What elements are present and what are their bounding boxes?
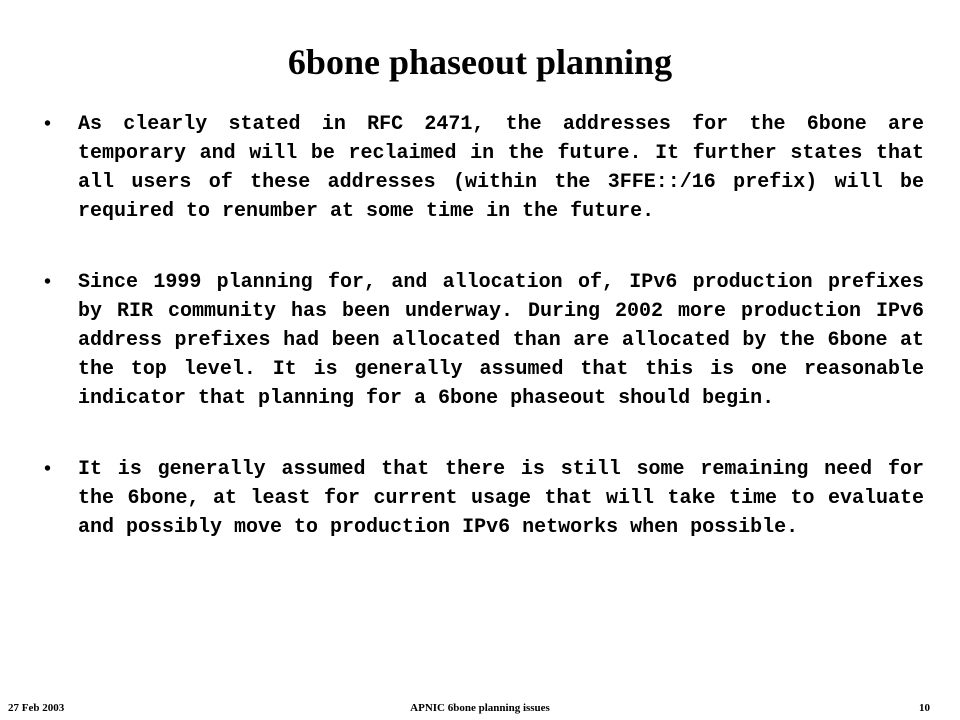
bullet-icon: • (44, 113, 52, 135)
bullet-item-rfc-2471 (44, 110, 924, 226)
footer-presentation-title: APNIC 6bone planning issues (410, 702, 550, 714)
bullet-text: As clearly stated in RFC 2471, the addresses for the 6bone are temporary and will be reclaimed in the future. It further states that all users of these addresses (within the 3FFE::/16 prefix) will be required to renumber at some time in the future. (78, 113, 924, 223)
bullet-text: Since 1999 planning for, and allocation of, IPv6 production prefixes by RIR community has been underway. During 2002 more production IPv6 address prefixes had been allocated than are allocated by the 6bone at the top level. It is generally assumed that this is one reasonable indicator that planning for a 6bone phaseout should begin. (78, 271, 924, 410)
bullet-list (44, 110, 924, 542)
slide-title: 6bone phaseout planning (287, 42, 673, 82)
slide-footer (0, 700, 960, 716)
footer-date: 27 Feb 2003 (8, 702, 65, 714)
bullet-item-remaining-need (44, 455, 924, 542)
bullet-icon: • (44, 458, 52, 480)
footer-page-number: 10 (919, 702, 930, 714)
bullet-item-production-prefixes (44, 268, 924, 413)
bullet-text: It is generally assumed that there is still some remaining need for the 6bone, at least for current usage that will take time to evaluate and possibly move to production IPv6 networks when possible. (78, 458, 924, 539)
bullet-icon: • (44, 271, 52, 293)
